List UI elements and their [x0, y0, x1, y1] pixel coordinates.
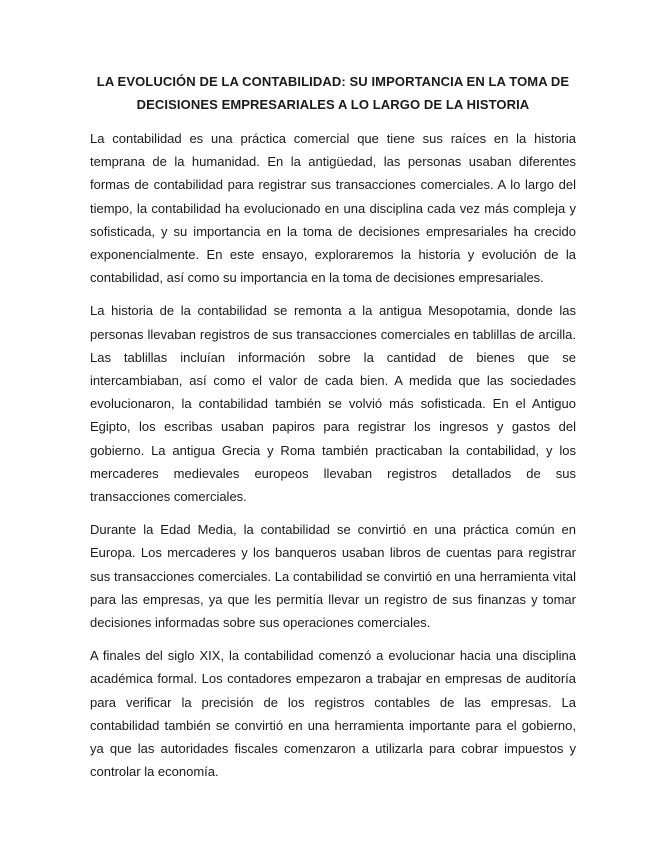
- paragraph-middle-ages: Durante la Edad Media, la contabilidad se convirtió en una práctica común en Europa. Los mercaderes y los banqueros usaban libros de cuentas para registrar sus transacciones comerciales. La contabilidad se convirtió en una herramienta vital para las empresas, ya que les permitía llevar un registro de sus finanzas y tomar decisiones informadas sobre sus operaciones comerciales.: [90, 522, 576, 631]
- paragraph-introduction: La contabilidad es una práctica comercial que tiene sus raíces en la historia temprana de la humanidad. En la antigüedad, las personas usaban diferentes formas de contabilidad para registrar sus transacciones comerciales. A lo largo del tiempo, la contabilidad ha evolucionado en una disciplina cada vez más compleja y sofisticada, y su importancia en la toma de decisiones empresariales ha crecido exponencialmente. En este ensayo, exploraremos la historia y evolución de la contabilidad, así como su importancia en la toma de decisiones empresariales.: [90, 131, 576, 286]
- paragraph-nineteenth-century: A finales del siglo XIX, la contabilidad comenzó a evolucionar hacia una disciplina académica formal. Los contadores empezaron a trabajar en empresas de auditoría para verificar la precisión de los registros contables de las empresas. La contabilidad también se convirtió en una herramienta importante para el gobierno, ya que las autoridades fiscales comenzaron a utilizarla para cobrar impuestos y controlar la economía.: [90, 648, 576, 780]
- document-body: [90, 70, 576, 793]
- paragraph-ancient-history: La historia de la contabilidad se remonta a la antigua Mesopotamia, donde las personas llevaban registros de sus transacciones comerciales en tablillas de arcilla. Las tablillas incluían información sobre la cantidad de bienes que se intercambiaban, así como el valor de cada bien. A medida que las sociedades evolucionaron, la contabilidad también se volvió más sofisticada. En el Antiguo Egipto, los escribas usaban papiros para registrar los ingresos y gastos del gobierno. La antigua Grecia y Roma también practicaban la contabilidad, y los mercaderes medievales europeos llevaban registros detallados de sus transacciones comerciales.: [90, 303, 576, 505]
- document-title: LA EVOLUCIÓN DE LA CONTABILIDAD: SU IMPORTANCIA EN LA TOMA DE DECISIONES EMPRESARIALES A LO LARGO DE LA HISTORIA: [96, 74, 570, 112]
